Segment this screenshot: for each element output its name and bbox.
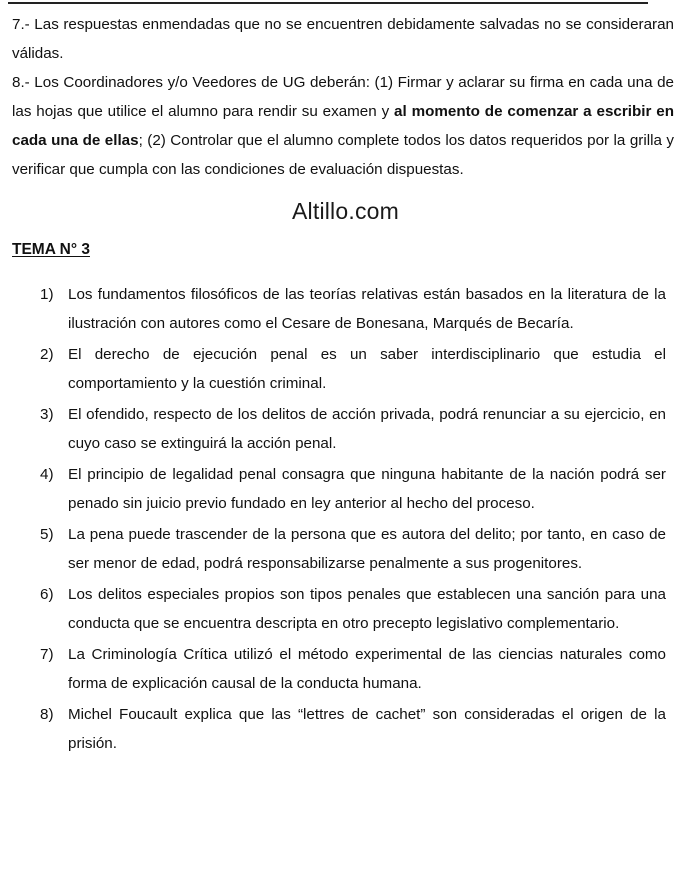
question-number: 2) <box>40 346 54 363</box>
question-text: Michel Foucault explica que las “lettres de cachet” son consideradas el origen de la prisión. <box>68 706 666 752</box>
question-number: 4) <box>40 466 54 483</box>
question-text: La pena puede trascender de la persona que es autora del delito; por tanto, en caso de ser menor de edad, podrá responsabilizarse penalmente a sus progenitores. <box>68 526 666 572</box>
question-number: 8) <box>40 706 54 723</box>
top-divider <box>8 2 648 4</box>
rule-item-8-bold: al momento de comenzar a escribir en cada una de ellas <box>12 103 674 149</box>
rule-item-7: 7.- Las respuestas enmendadas que no se encuentren debidamente salvadas no se consideraran válidas. <box>12 16 674 62</box>
rule-item-8-text-b: ; (2) Controlar que el alumno complete todos los datos requeridos por la grilla y verificar que cumpla con las condiciones de evaluación dispuestas. <box>12 132 675 178</box>
question-text: La Criminología Crítica utilizó el método experimental de las ciencias naturales como forma de explicación causal de la conducta humana. <box>68 646 666 692</box>
question-number: 6) <box>40 586 54 603</box>
question-number: 3) <box>40 406 54 423</box>
question-item <box>40 340 666 398</box>
question-item <box>40 580 666 638</box>
question-number: 5) <box>40 526 54 543</box>
question-item <box>40 520 666 578</box>
question-number: 7) <box>40 646 54 663</box>
question-text: Los delitos especiales propios son tipos penales que establecen una sanción para una conducta que se encuentra descripta en otro precepto legislativo complementario. <box>68 586 666 632</box>
watermark: Altillo.com <box>292 198 400 224</box>
question-item <box>40 640 666 698</box>
question-list <box>40 280 666 760</box>
question-number: 1) <box>40 286 54 303</box>
rule-item-8 <box>12 68 674 184</box>
question-text: Los fundamentos filosóficos de las teorías relativas están basados en la literatura de la ilustración con autores como el Cesare de Bonesana, Marqués de Becaría. <box>68 286 666 332</box>
question-text: El derecho de ejecución penal es un saber interdisciplinario que estudia el comportamiento y la cuestión criminal. <box>68 346 666 392</box>
question-item <box>40 400 666 458</box>
question-item <box>40 700 666 758</box>
question-text: El principio de legalidad penal consagra que ninguna habitante de la nación podrá ser penado sin juicio previo fundado en ley anterior al hecho del proceso. <box>68 466 666 512</box>
question-item <box>40 280 666 338</box>
question-text: El ofendido, respecto de los delitos de acción privada, podrá renunciar a su ejercicio, en cuyo caso se extinguirá la acción penal. <box>68 406 666 452</box>
question-item <box>40 460 666 518</box>
tema-title: TEMA N° 3 <box>12 241 90 258</box>
rule-item-8-text-a: 8.- Los Coordinadores y/o Veedores de UG deberán: (1) Firmar y aclarar su firma en cada una de las hojas que utilice el alumno para rendir su examen y <box>12 74 674 120</box>
exam-rules <box>12 10 674 184</box>
